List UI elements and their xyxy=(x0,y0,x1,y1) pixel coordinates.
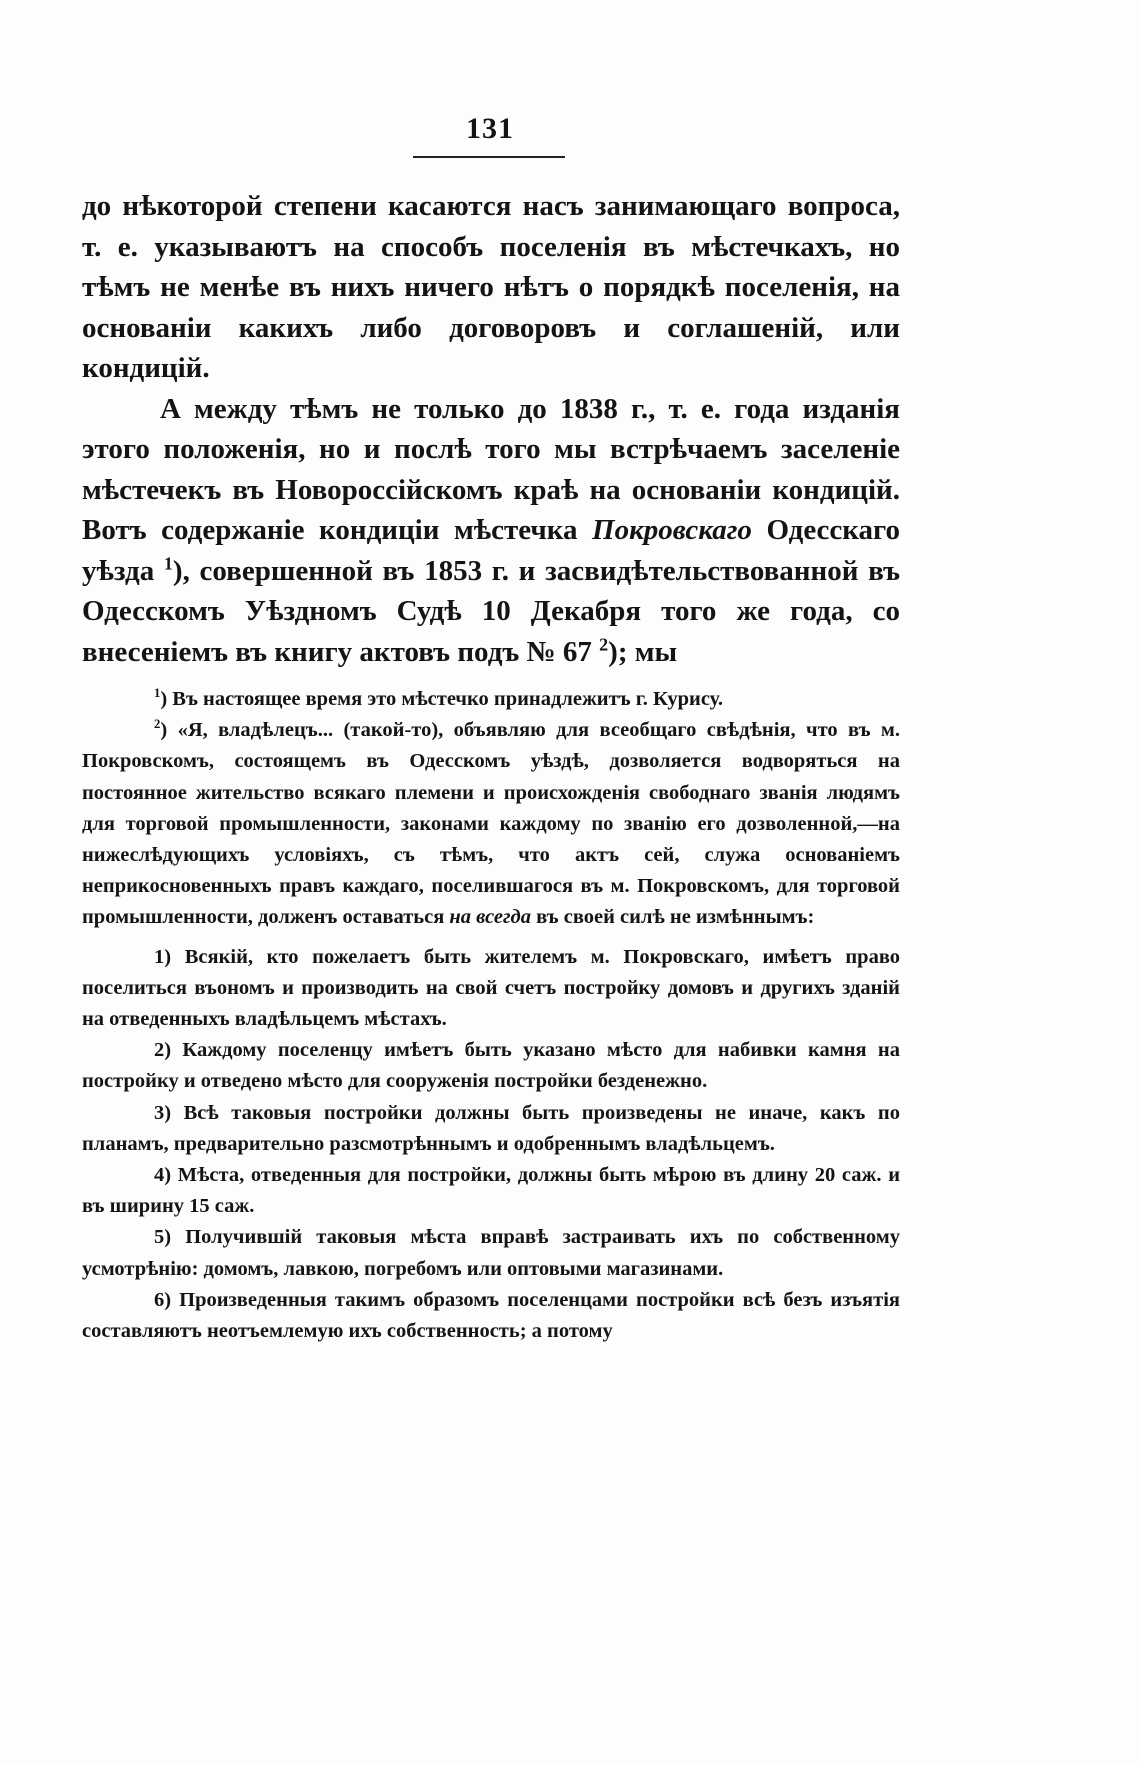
footnote-1 xyxy=(82,684,900,715)
condition-1: 1) Всякій, кто пожелаетъ быть жителемъ м. Покровскаго, имѣетъ право поселиться въономъ и производить на свой счетъ постройку домовъ и другихъ зданій на отведенныхъ владѣльцемъ мѣстахъ. xyxy=(82,945,900,1031)
footnote-2-marker: 2 xyxy=(154,717,161,732)
footnote-2-text-b: въ своей силѣ не измѣннымъ: xyxy=(536,906,815,929)
condition-6: 6) Произведенныя такимъ образомъ поселенцами постройки всѣ безъ изъятія составляютъ неотъемлемую ихъ собственность; а потому xyxy=(82,1288,900,1343)
italic-place-name: Покровскаго xyxy=(592,514,752,546)
main-text xyxy=(82,186,900,672)
footnote-ref-2: 2 xyxy=(599,633,609,654)
footnote-1-marker: 1 xyxy=(154,686,161,701)
footnote-2-text-a: ) «Я, владѣлецъ... (такой-то), объявляю для всеобщаго свѣдѣнія, что въ м. Покровскомъ, состоящемъ въ Одесскомъ уѣздѣ, дозволяется водворяться на постоянное жительство всякаго племени и происхожденія свободнаго званія людямъ для торговой промышленности, законами каждому по званію его дозволенной,—на нижеслѣдующихъ условіяхъ, съ тѣмъ, что актъ сей, служа основаніемъ неприкосновенныхъ правъ каждаго, поселившагося въ м. Покровскомъ, для торговой промышленности, долженъ оставаться xyxy=(82,719,900,929)
footnotes xyxy=(82,684,900,1347)
paragraph-1: до нѣкоторой степени касаются насъ занимающаго вопроса, т. е. указываютъ на способъ поселенія въ мѣстечкахъ, но тѣмъ не менѣе въ нихъ ничего нѣтъ о порядкѣ поселенія, на основаніи какихъ либо договоровъ и соглашеній, или кондицій. xyxy=(82,190,900,384)
condition-3: 3) Всѣ таковыя постройки должны быть произведены не иначе, какъ по планамъ, предварительно разсмотрѣннымъ и одобреннымъ владѣльцемъ. xyxy=(82,1101,900,1155)
footnote-1-text: ) Въ настоящее время это мѣстечко принадлежитъ г. Курису. xyxy=(160,688,723,710)
page-number-rule xyxy=(413,156,565,158)
footnote-ref-1: 1 xyxy=(163,552,173,573)
footnote-2-italic: на всегда xyxy=(449,906,531,929)
paragraph-2-text-a: А между тѣмъ не только до 1838 г., т. е. года изданія этого положенія, но и послѣ того мы встрѣчаемъ заселеніе мѣстечекъ въ Новороссійскомъ краѣ на основаніи кондицій. Вотъ содержаніе кондиціи мѣстечка xyxy=(82,392,900,546)
footnote-2 xyxy=(82,715,900,933)
condition-5: 5) Получившій таковыя мѣста вправѣ застраивать ихъ по собственному усмотрѣнію: домомъ, лавкою, погребомъ или оптовыми магазинами. xyxy=(82,1226,900,1280)
paragraph-2-text-c: ), совершенной въ 1853 г. и засвидѣтельствованной въ Одесскомъ Уѣздномъ Судѣ 10 Декабря того же года, со внесеніемъ въ книгу актовъ подъ № 67 xyxy=(82,554,900,668)
condition-4: 4) Мѣста, отведенныя для постройки, должны быть мѣрою въ длину 20 саж. и въ ширину 15 саж. xyxy=(82,1164,900,1218)
paragraph-2-text-d: ); мы xyxy=(608,635,678,668)
page-number: 131 xyxy=(466,112,514,145)
paragraph-2-text-b: Одесскаго уѣзда xyxy=(82,514,900,587)
paragraph-2 xyxy=(82,389,900,673)
condition-2: 2) Каждому поселенцу имѣетъ быть указано мѣсто для набивки камня на постройку и отведено мѣсто для сооруженія постройки безденежно. xyxy=(82,1039,900,1093)
